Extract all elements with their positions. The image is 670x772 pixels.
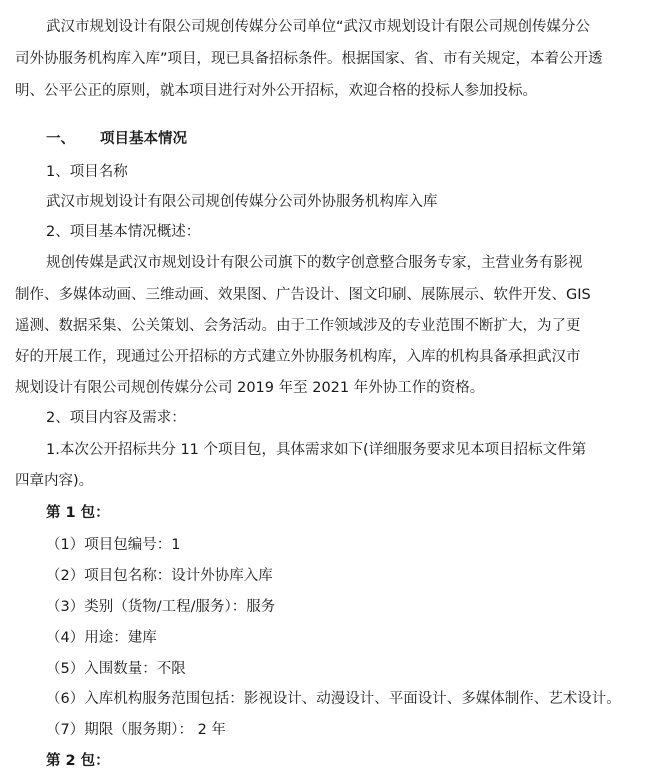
package1-field-4: （4）用途：建库	[46, 630, 157, 646]
item2-line-5: 规划设计有限公司规创传媒分公司 2019 年至 2021 年外协工作的资格。	[15, 380, 485, 396]
intro-line-2: 司外协服务机构库入库”项目，现已具备招标条件。根据国家、省、市有关规定，本着公开透	[15, 51, 603, 67]
item2-line-4: 好的开展工作，现通过公开招标的方式建立外协服务机构库，入库的机构具备承担武汉市	[15, 349, 581, 365]
item2-line-2: 制作、多媒体动画、三维动画、效果图、广告设计、图文印刷、展陈展示、软件开发、GIS	[15, 287, 591, 303]
intro-line-3: 明、公平公正的原则，就本项目进行对外公开招标，欢迎合格的投标人参加投标。	[15, 83, 537, 99]
item2-line-1: 规创传媒是武汉市规划设计有限公司旗下的数字创意整合服务专家，主营业务有影视	[46, 255, 583, 271]
item1-heading: 1、项目名称	[46, 164, 128, 180]
package2-title: 第 2 包：	[46, 753, 110, 769]
item1-text: 武汉市规划设计有限公司规创传媒分公司外协服务机构库入库	[46, 194, 438, 210]
item3-line-2: 四章内容)。	[15, 473, 94, 489]
package1-field-3: （3）类别（货物/工程/服务）：服务	[46, 599, 276, 615]
package1-field-6: （6）入库机构服务范围包括：影视设计、动漫设计、平面设计、多媒体制作、艺术设计。	[46, 691, 621, 707]
item2-heading: 2、项目基本情况概述：	[46, 224, 201, 240]
item2-line-3: 遥测、数据采集、公关策划、会务活动。由于工作领域涉及的专业范围不断扩大，为了更	[15, 318, 581, 334]
section-number: 一、	[46, 131, 75, 147]
package1-title: 第 1 包：	[46, 505, 110, 521]
item3-line-1: 1.本次公开招标共分 11 个项目包，具体需求如下(详细服务要求见本项目招标文件第	[46, 442, 587, 458]
intro-line-1: 武汉市规划设计有限公司规创传媒分公司单位“武汉市规划设计有限公司规创传媒分公	[46, 19, 591, 35]
package1-field-5: （5）入围数量：不限	[46, 661, 186, 677]
package1-field-7: （7）期限（服务期）： 2 年	[46, 722, 226, 738]
item3-heading: 2、项目内容及需求：	[46, 410, 186, 426]
section-title: 项目基本情况	[100, 131, 187, 147]
package1-field-1: （1）项目包编号：1	[46, 537, 181, 553]
package1-field-2: （2）项目包名称：设计外协库入库	[46, 568, 273, 584]
